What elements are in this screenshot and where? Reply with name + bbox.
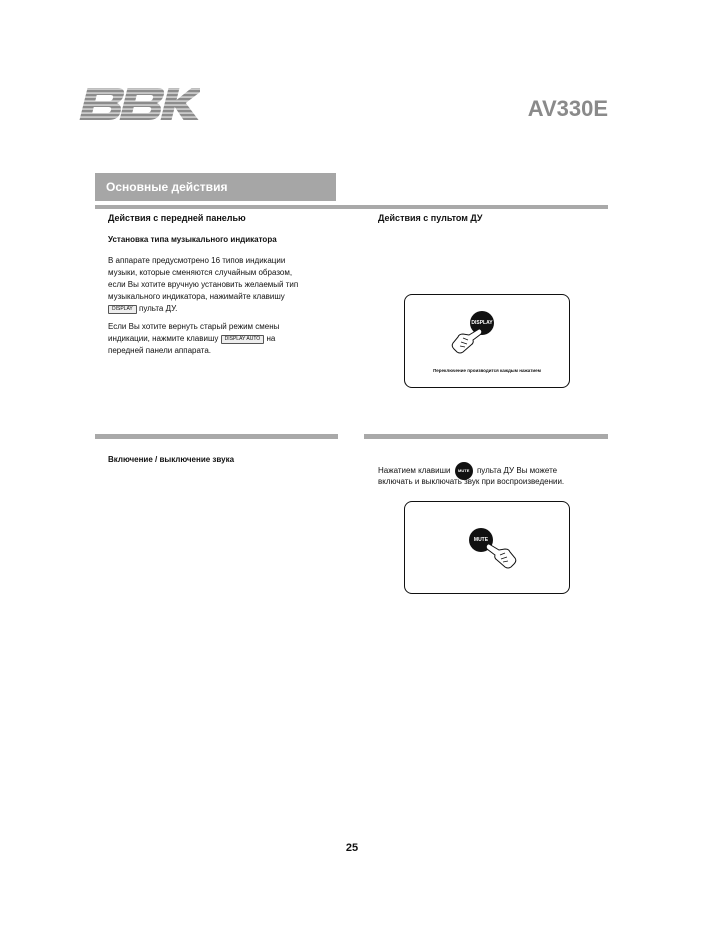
display-button: DISPLAY [470, 311, 494, 335]
text-fragment: пульта ДУ Вы можете [476, 466, 558, 476]
display-illustration [404, 294, 570, 388]
remote-heading: Действия с пультом ДУ [378, 213, 483, 223]
text-line: включать и выключать звук при воспроизведении. [378, 477, 565, 486]
bbk-logo-graphic [78, 86, 200, 122]
model-name: AV330E [527, 96, 608, 121]
text-fragment: на [266, 334, 276, 343]
text-fragment: индикации, нажмите клавишу [108, 334, 219, 343]
text-fragment: пульта ДУ. [138, 304, 178, 313]
display-caption: Переключение производится каждым нажатием [433, 368, 541, 373]
text-fragment: Нажатием клавиши [378, 466, 451, 476]
text-line: музыки, которые сменяются случайным образом, [108, 268, 293, 277]
text-line: музыкального индикатора, нажимайте клавишу [108, 292, 285, 301]
brand-logo [78, 86, 200, 122]
divider-left [95, 434, 338, 439]
mute-paragraph [378, 462, 564, 488]
divider-right [364, 434, 608, 439]
text-line: если Вы хотите вручную установить желаемый тип [108, 280, 299, 289]
front-panel-subheading: Установка типа музыкального индикатора [108, 235, 277, 244]
mute-illustration [404, 501, 570, 594]
front-panel-heading: Действия с передней панелью [108, 213, 246, 223]
display-key: DISPLAY [108, 305, 137, 314]
mute-key-inline: MUTE [455, 462, 473, 480]
front-panel-paragraph-1 [108, 255, 298, 315]
text-line: В аппарате предусмотрено 16 типов индикации [108, 256, 286, 265]
text-line: передней панели аппарата. [108, 346, 212, 355]
front-panel-paragraph-2 [108, 321, 279, 357]
mute-heading: Включение / выключение звука [108, 455, 235, 464]
display-auto-key: DISPLAY AUTO [221, 335, 265, 344]
pointing-hand-icon [449, 325, 483, 355]
text-line [108, 333, 279, 345]
mute-button: MUTE [469, 528, 493, 552]
text-line [108, 303, 298, 315]
text-line [378, 462, 564, 476]
pointing-hand-icon [485, 540, 519, 570]
text-line: Если Вы хотите вернуть старый режим смены [108, 322, 280, 331]
section-title: Основные действия [95, 173, 336, 201]
section-divider [95, 205, 608, 209]
page-number: 25 [345, 842, 359, 854]
